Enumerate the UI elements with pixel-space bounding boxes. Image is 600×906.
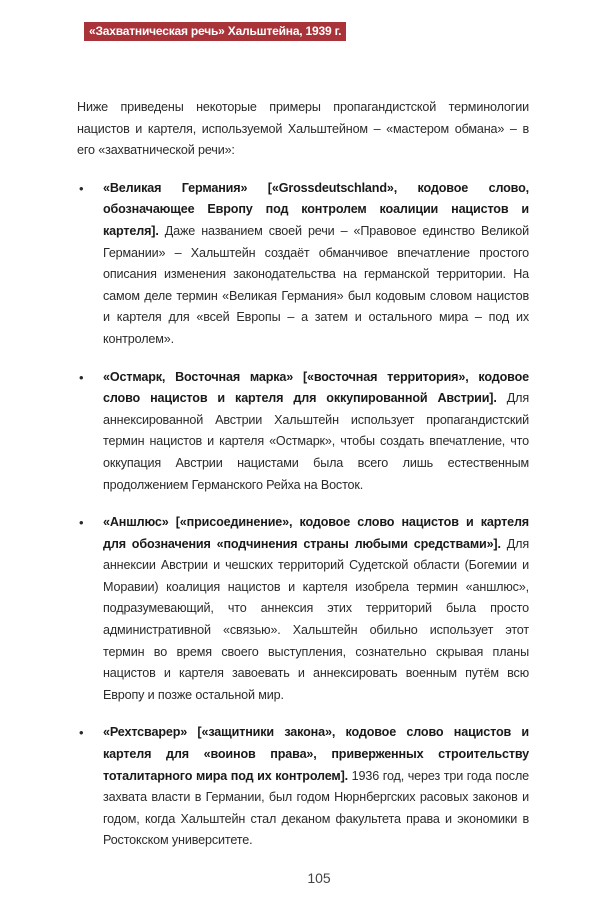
list-item: [77, 367, 529, 497]
intro-paragraph: Ниже приведены некоторые примеры пропагандистской терминологии нацистов и картеля, используемой Хальштейном – «мастером обмана» – в его «захватнической речи»:: [77, 100, 529, 158]
term: «Рехтсварер» [«защитники закона», кодовое слово нацистов и картеля для «воинов права», приверженных строительству тоталитарного мира под их контролем].: [103, 725, 529, 783]
list-item: [77, 722, 529, 852]
bullet-icon: •: [79, 180, 84, 196]
term-description: Для аннексии Австрии и чешских территорий Судетской области (Богемии и Моравии) коалиция нацистов и картеля изобрела термин «аншлюс», подразумевающий, что аннексия этих территорий была просто административной «связью». Хальштейн обильно использует этот термин во время своего выступления, сознательно скрывая планы нацистов и картеля завоевать и аннексировать военным путём всю Европу и позже остальной мир.: [103, 536, 529, 702]
term: «Аншлюс» [«присоединение», кодовое слово нацистов и картеля для обозначения «подчинения страны любыми средствами»].: [103, 515, 529, 551]
term-description: Для аннексированной Австрии Хальштейн использует пропагандистский термин нацистов и картеля «Остмарк», чтобы создать впечатление, что оккупация Австрии нацистами была всего лишь естественным продолжением Германского Рейха на Восток.: [103, 391, 529, 492]
page-number: 105: [307, 870, 331, 886]
list-item: [77, 178, 529, 351]
bullet-icon: •: [79, 725, 84, 741]
section-header: «Захватническая речь» Хальштейна, 1939 г.: [84, 22, 346, 41]
term-description: Даже названием своей речи – «Правовое единство Великой Германии» – Хальштейн создаёт обманчивое впечатление простого описания изменения законодательства на германской территории. На самом деле термин «Великая Германия» был кодовым словом нацистов и картеля для «всей Европы – а затем и остального мира – под их контролем».: [103, 223, 529, 346]
list-item: [77, 512, 529, 706]
term-description: 1936 год, через три года после захвата власти в Германии, был годом Нюрнбергских расовых законов и годом, когда Хальштейн стал деканом факультета права и экономики в Ростокском университете.: [103, 768, 529, 848]
term: «Остмарк, Восточная марка» [«восточная территория», кодовое слово нацистов и картеля для оккупированной Австрии].: [103, 369, 529, 406]
bullet-icon: •: [79, 369, 84, 385]
term: «Великая Германия» [«Grossdeutschland», кодовое слово, обозначающее Европу под контролем коалиции нацистов и картеля].: [103, 180, 529, 238]
bullet-icon: •: [79, 515, 84, 531]
